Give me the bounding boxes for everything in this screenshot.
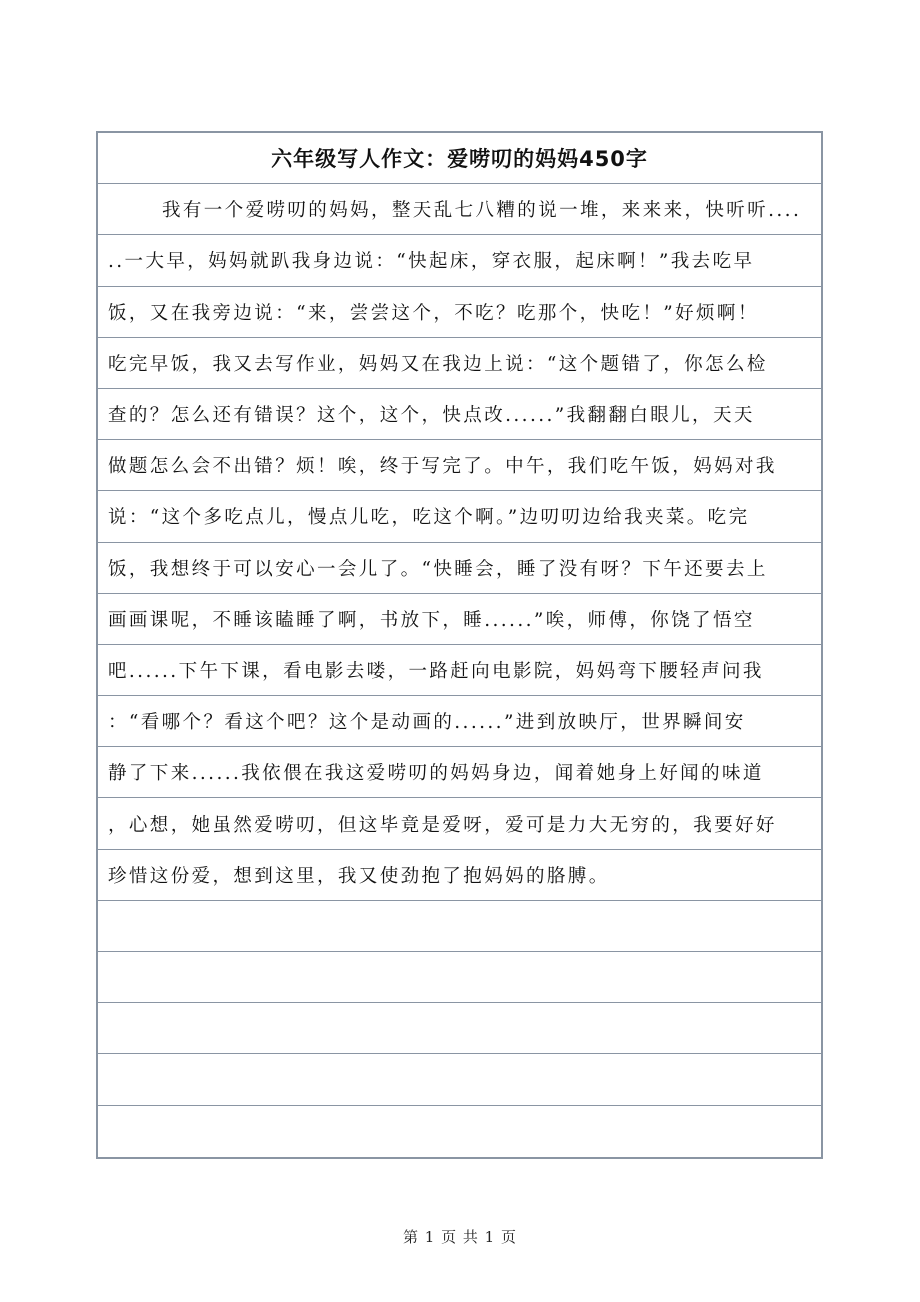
- empty-row: [98, 1106, 821, 1157]
- text-line: 饭，又在我旁边说：“来，尝尝这个，不吃？吃那个，快吃！”好烦啊！: [108, 302, 759, 324]
- empty-row: [98, 1003, 821, 1054]
- text-row: [98, 543, 821, 594]
- text-line: 画画课呢，不睡该瞌睡了啊，书放下，睡......”唉，师傅，你饶了悟空: [108, 609, 755, 631]
- text-row: [98, 594, 821, 645]
- text-row: [98, 184, 821, 235]
- text-line: 珍惜这份爱，想到这里，我又使劲抱了抱妈妈的胳膊。: [108, 865, 610, 887]
- text-row: [98, 287, 821, 338]
- text-row: [98, 696, 821, 747]
- page-footer: 第 1 页 共 1 页: [403, 1228, 517, 1246]
- text-row: [98, 389, 821, 440]
- text-line: ..一大早，妈妈就趴我身边说：“快起床，穿衣服，起床啊！”我去吃早: [108, 251, 755, 273]
- text-row: [98, 798, 821, 849]
- text-line: 查的？怎么还有错误？这个，这个，快点改......”我翻翻白眼儿，天天: [108, 405, 755, 427]
- text-line: ：“看哪个？看这个吧？这个是动画的......”进到放映厅，世界瞬间安: [108, 712, 746, 734]
- essay-title: 六年级写人作文：爱唠叨的妈妈450字: [271, 147, 648, 172]
- text-line: ，心想，她虽然爱唠叨，但这毕竟是爱呀，爱可是力大无穷的，我要好好: [108, 814, 777, 836]
- text-line: 静了下来......我依偎在我这爱唠叨的妈妈身边，闻着她身上好闻的味道: [108, 763, 764, 785]
- text-row: [98, 850, 821, 901]
- text-line: 说：“这个多吃点儿，慢点儿吃，吃这个啊。”边叨叨边给我夹菜。吃完: [108, 507, 750, 529]
- text-line: 我有一个爱唠叨的妈妈，整天乱七八糟的说一堆，来来来，快听听....: [162, 200, 802, 222]
- text-row: [98, 235, 821, 286]
- text-line: 吃完早饭，我又去写作业，妈妈又在我边上说：“这个题错了，你怎么检: [108, 353, 768, 375]
- text-row: [98, 440, 821, 491]
- essay-sheet: [96, 131, 823, 1159]
- empty-row: [98, 1054, 821, 1105]
- text-row: [98, 338, 821, 389]
- title-row: [98, 133, 821, 184]
- empty-row: [98, 901, 821, 952]
- empty-row: [98, 952, 821, 1003]
- text-line: 吧......下午下课，看电影去喽，一路赶向电影院，妈妈弯下腰轻声问我: [108, 660, 764, 682]
- text-line: 饭，我想终于可以安心一会儿了。“快睡会，睡了没有呀？下午还要去上: [108, 558, 768, 580]
- text-row: [98, 747, 821, 798]
- text-row: [98, 645, 821, 696]
- text-row: [98, 491, 821, 542]
- text-line: 做题怎么会不出错？烦！唉，终于写完了。中午，我们吃午饭，妈妈对我: [108, 456, 777, 478]
